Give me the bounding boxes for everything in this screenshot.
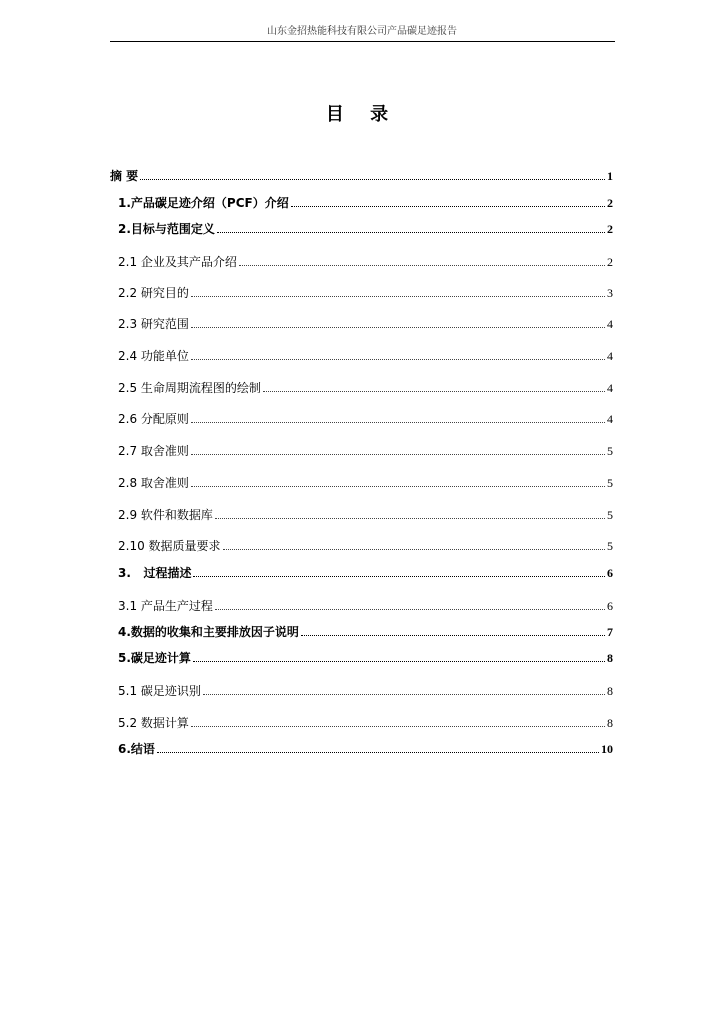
toc-leader-dots xyxy=(301,635,605,636)
toc-entry-label: 2.6 分配原则 xyxy=(118,412,189,426)
toc-entry-page: 1 xyxy=(607,169,613,183)
toc-entry-5-2[interactable] xyxy=(118,715,613,731)
toc-entry-label: 2.2 研究目的 xyxy=(118,286,189,300)
toc-entry-3-1[interactable] xyxy=(118,598,613,614)
toc-leader-dots xyxy=(263,391,605,392)
toc-entry-page: 3 xyxy=(607,286,613,300)
toc-entry-2-10[interactable] xyxy=(118,538,613,554)
toc-entry-page: 2 xyxy=(607,222,613,236)
toc-entry-page: 4 xyxy=(607,412,613,426)
toc-leader-dots xyxy=(223,549,605,550)
toc-entry-2-3[interactable] xyxy=(118,316,613,332)
toc-leader-dots xyxy=(191,327,605,328)
toc-entry-page: 5 xyxy=(607,476,613,490)
toc-entry-label: 2.7 取舍准则 xyxy=(118,444,189,458)
toc-entry-1[interactable] xyxy=(118,195,613,211)
toc-entry-label: 摘 要 xyxy=(110,169,139,183)
toc-entry-5[interactable] xyxy=(118,650,613,666)
toc-entry-label: 2.8 取舍准则 xyxy=(118,476,189,490)
toc-entry-2-2[interactable] xyxy=(118,285,613,301)
toc-entry-6[interactable] xyxy=(118,741,613,757)
toc-leader-dots xyxy=(215,518,605,519)
toc-entry-page: 5 xyxy=(607,444,613,458)
toc-leader-dots xyxy=(191,422,605,423)
toc-entry-page: 4 xyxy=(607,381,613,395)
toc-entry-page: 4 xyxy=(607,349,613,363)
toc-leader-dots xyxy=(191,726,605,727)
toc-entry-2-9[interactable] xyxy=(118,507,613,523)
toc-entry-5-1[interactable] xyxy=(118,683,613,699)
toc-entry-page: 10 xyxy=(601,742,613,756)
toc-entry-page: 4 xyxy=(607,317,613,331)
toc-leader-dots xyxy=(191,454,605,455)
toc-leader-dots xyxy=(291,206,605,207)
toc-leader-dots xyxy=(191,296,605,297)
toc-title: 目 录 xyxy=(325,104,399,125)
toc-leader-dots xyxy=(215,609,605,610)
toc-entry-label: 2.目标与范围定义 xyxy=(118,222,215,236)
toc-leader-dots xyxy=(191,486,605,487)
toc-entry-label: 6.结语 xyxy=(118,742,155,756)
toc-leader-dots xyxy=(217,232,605,233)
toc-entry-page: 2 xyxy=(607,196,613,210)
toc-entry-label: 2.1 企业及其产品介绍 xyxy=(118,255,237,269)
toc-entry-2-1[interactable] xyxy=(118,254,613,270)
header-divider xyxy=(110,41,615,42)
toc-entry-label: 2.9 软件和数据库 xyxy=(118,508,213,522)
toc-entry-label: 5.2 数据计算 xyxy=(118,716,189,730)
toc-entry-page: 8 xyxy=(607,684,613,698)
toc-entry-label: 5.碳足迹计算 xyxy=(118,651,191,665)
toc-entry-2[interactable] xyxy=(118,221,613,237)
toc-entry-label: 2.3 研究范围 xyxy=(118,317,189,331)
toc-leader-dots xyxy=(203,694,605,695)
toc-entry-label: 5.1 碳足迹识别 xyxy=(118,684,201,698)
toc-entry-2-4[interactable] xyxy=(118,348,613,364)
toc-entry-label: 3. 过程描述 xyxy=(118,566,192,580)
toc-entry-page: 8 xyxy=(607,651,613,665)
toc-entry-2-6[interactable] xyxy=(118,411,613,427)
toc-entry-page: 6 xyxy=(607,566,613,580)
toc-entry-page: 5 xyxy=(607,508,613,522)
toc-entry-label: 2.5 生命周期流程图的绘制 xyxy=(118,381,261,395)
toc-entry-abstract[interactable] xyxy=(110,168,613,184)
toc-entry-4[interactable] xyxy=(118,624,613,640)
toc-entry-label: 3.1 产品生产过程 xyxy=(118,599,213,613)
toc-leader-dots xyxy=(140,179,605,180)
toc-leader-dots xyxy=(157,752,599,753)
page-header: 山东金招热能科技有限公司产品碳足迹报告 xyxy=(267,26,457,37)
toc-entry-2-5[interactable] xyxy=(118,380,613,396)
toc-entry-label: 2.4 功能单位 xyxy=(118,349,189,363)
toc-entry-label: 1.产品碳足迹介绍（PCF）介绍 xyxy=(118,196,289,210)
toc-entry-label: 4.数据的收集和主要排放因子说明 xyxy=(118,625,299,639)
toc-entry-2-7[interactable] xyxy=(118,443,613,459)
toc-entry-page: 2 xyxy=(607,255,613,269)
toc-entry-page: 8 xyxy=(607,716,613,730)
toc-leader-dots xyxy=(193,576,605,577)
toc-leader-dots xyxy=(191,359,605,360)
toc-entry-page: 6 xyxy=(607,599,613,613)
toc-entry-2-8[interactable] xyxy=(118,475,613,491)
toc-entry-label: 2.10 数据质量要求 xyxy=(118,539,221,553)
toc-entry-page: 5 xyxy=(607,539,613,553)
toc-leader-dots xyxy=(193,661,605,662)
toc-entry-3[interactable] xyxy=(118,565,613,581)
toc-leader-dots xyxy=(239,265,605,266)
toc-entry-page: 7 xyxy=(607,625,613,639)
